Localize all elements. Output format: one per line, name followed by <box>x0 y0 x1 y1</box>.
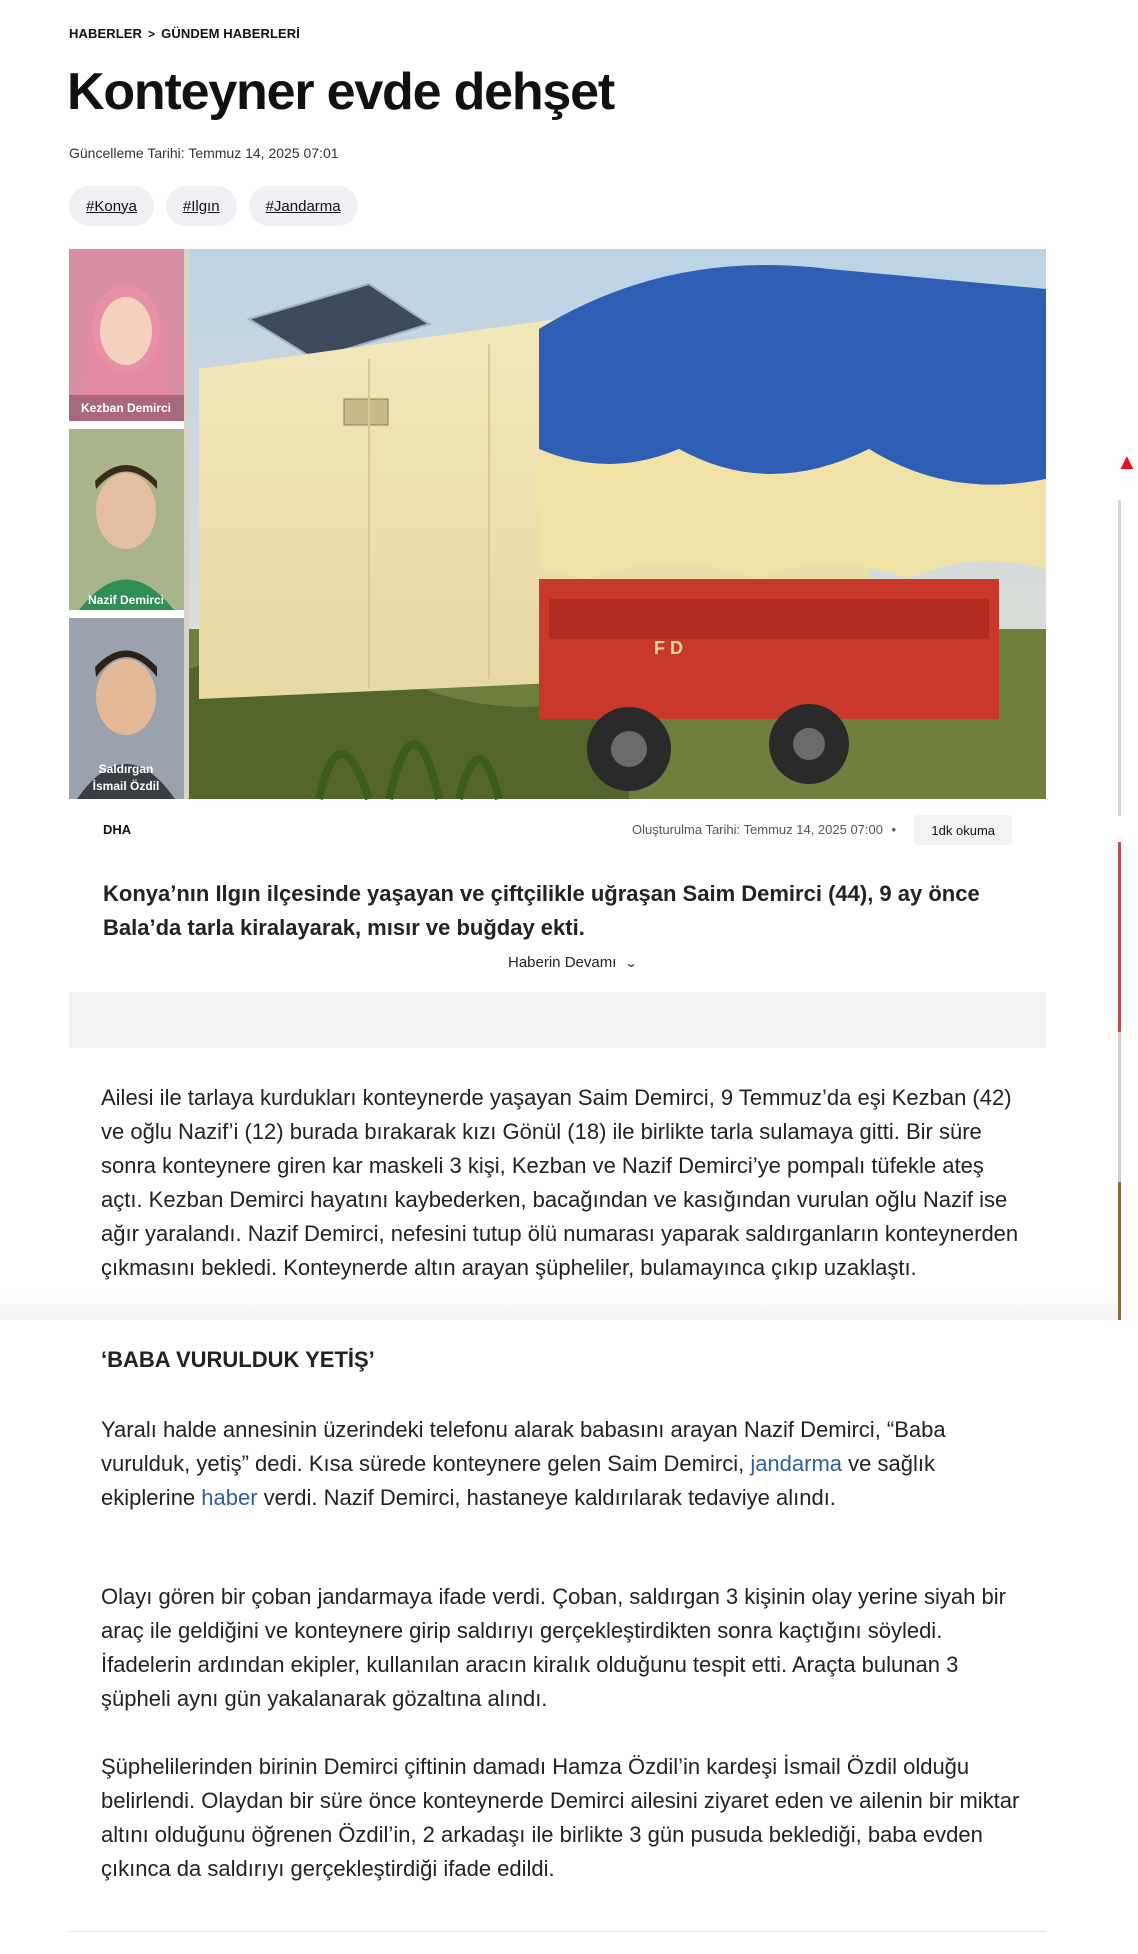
scroll-fade <box>0 1290 1121 1320</box>
caption-ismail-2: İsmail Özdil <box>92 779 160 793</box>
breadcrumb <box>69 26 300 41</box>
article-meta <box>69 814 1046 846</box>
ad-placeholder <box>69 992 1046 1048</box>
divider <box>69 1931 1046 1932</box>
tag-jandarma[interactable]: #Jandarma <box>249 186 358 226</box>
meta-separator: • <box>891 822 896 837</box>
breadcrumb-gundem[interactable]: GÜNDEM HABERLERİ <box>161 26 300 41</box>
svg-text:F D: F D <box>654 638 683 658</box>
caption-kezban: Kezban Demirci <box>80 401 172 415</box>
paragraph-2 <box>101 1413 1021 1515</box>
updated-date: Güncelleme Tarihi: Temmuz 14, 2025 07:01 <box>69 145 339 161</box>
continue-reading-label: Haberin Devamı <box>508 954 617 971</box>
continue-reading-button[interactable] <box>508 954 636 971</box>
link-haber[interactable]: haber <box>201 1485 258 1510</box>
breadcrumb-haberler[interactable]: HABERLER <box>69 26 143 41</box>
paragraph-2-text-c: verdi. Nazif Demirci, hastaneye kaldırılarak tedaviye alındı. <box>257 1485 836 1510</box>
tag-ilgin[interactable]: #Ilgın <box>166 186 237 226</box>
caption-ismail-1: Saldırgan <box>98 762 154 776</box>
tag-konya[interactable]: #Konya <box>69 186 154 226</box>
portrait-ismail <box>69 618 184 799</box>
sidebar-card-edge <box>1118 1182 1121 1320</box>
sidebar-logo-fragment-icon: ▲ <box>1116 449 1138 474</box>
link-jandarma[interactable]: jandarma <box>750 1451 843 1476</box>
article-photo <box>69 249 1046 799</box>
sidebar-card-edge <box>1118 1032 1121 1182</box>
paragraph-1: Ailesi ile tarlaya kurdukları konteynerde yaşayan Saim Demirci, 9 Temmuz’da eşi Kezban (42) ve oğlu Nazif’i (12) burada bırakarak kızı Gönül (18) ile birlikte tarla sulamaya gitti. Bir süre sonra konteynere giren kar maskeli 3 kişi, Kezban ve Nazif Demirci’ye pompalı tüfekle ateş açtı. Kezban Demirci hayatını kaybederken, bacağından ve kasığından vurulan oğlu Nazif ise ağır yaralandı. Nazif Demirci, nefesini tutup ölü numarası yaparak saldırganların konteynerden çıkmasını bekledi. Konteynerde altın arayan şüpheliler, bulamayınca çıkıp uzaklaştı. <box>101 1085 1019 1280</box>
paragraph-2-text-b: ve sağlık ekiplerine <box>101 1451 935 1510</box>
sidebar-card-edge <box>1118 842 1121 1032</box>
news-source: DHA <box>103 822 132 837</box>
sidebar-card-edge <box>1118 500 1121 816</box>
created-date: Oluşturulma Tarihi: Temmuz 14, 2025 07:00 <box>632 822 883 837</box>
page-title: Konteyner evde dehşet <box>67 63 614 121</box>
portrait-nazif <box>69 429 184 610</box>
read-time-badge: 1dk okuma <box>914 815 1012 845</box>
chevron-down-icon: ⌄ <box>624 955 638 970</box>
article-lead: Konya’nın Ilgın ilçesinde yaşayan ve çiftçilikle uğraşan Saim Demirci (44), 9 ay önce Bala’da tarla kiralayarak, mısır ve buğday ekti. <box>103 881 980 940</box>
tag-list <box>69 186 358 226</box>
caption-nazif: Nazif Demirci <box>87 593 165 607</box>
paragraph-4: Şüphelilerinden birinin Demirci çiftinin damadı Hamza Özdil’in kardeşi İsmail Özdil olduğu belirlendi. Olaydan bir süre önce konteynerde Demirci ailesini ziyaret eden ve ailenin bir miktar altını olduğunu öğrenen Özdil’in, 2 arkadaşı ile birlikte 3 gün pusuda beklediği, baba evden çıkınca da saldırıyı gerçekleştirdiği ifade edildi. <box>101 1754 1020 1881</box>
paragraph-3: Olayı gören bir çoban jandarmaya ifade verdi. Çoban, saldırgan 3 kişinin olay yerine siyah bir araç ile geldiğini ve konteynere girip saldırıyı gerçekleştirdikten sonra kaçtığını söyledi. İfadelerin ardından ekipler, kullanılan aracın kiralık olduğunu tespit etti. Araçta bulunan 3 şüpheli aynı gün yakalanarak gözaltına alındı. <box>101 1584 1006 1711</box>
subheading: ‘BABA VURULDUK YETİŞ’ <box>101 1347 375 1372</box>
chevron-right-icon: > <box>148 26 156 41</box>
paragraph-2-text-a: Yaralı halde annesinin üzerindeki telefonu alarak babasını arayan Nazif Demirci, “Baba vurulduk, yetiş” dedi. Kısa sürede konteynere gelen Saim Demirci, <box>101 1417 946 1476</box>
portrait-kezban <box>69 249 184 421</box>
